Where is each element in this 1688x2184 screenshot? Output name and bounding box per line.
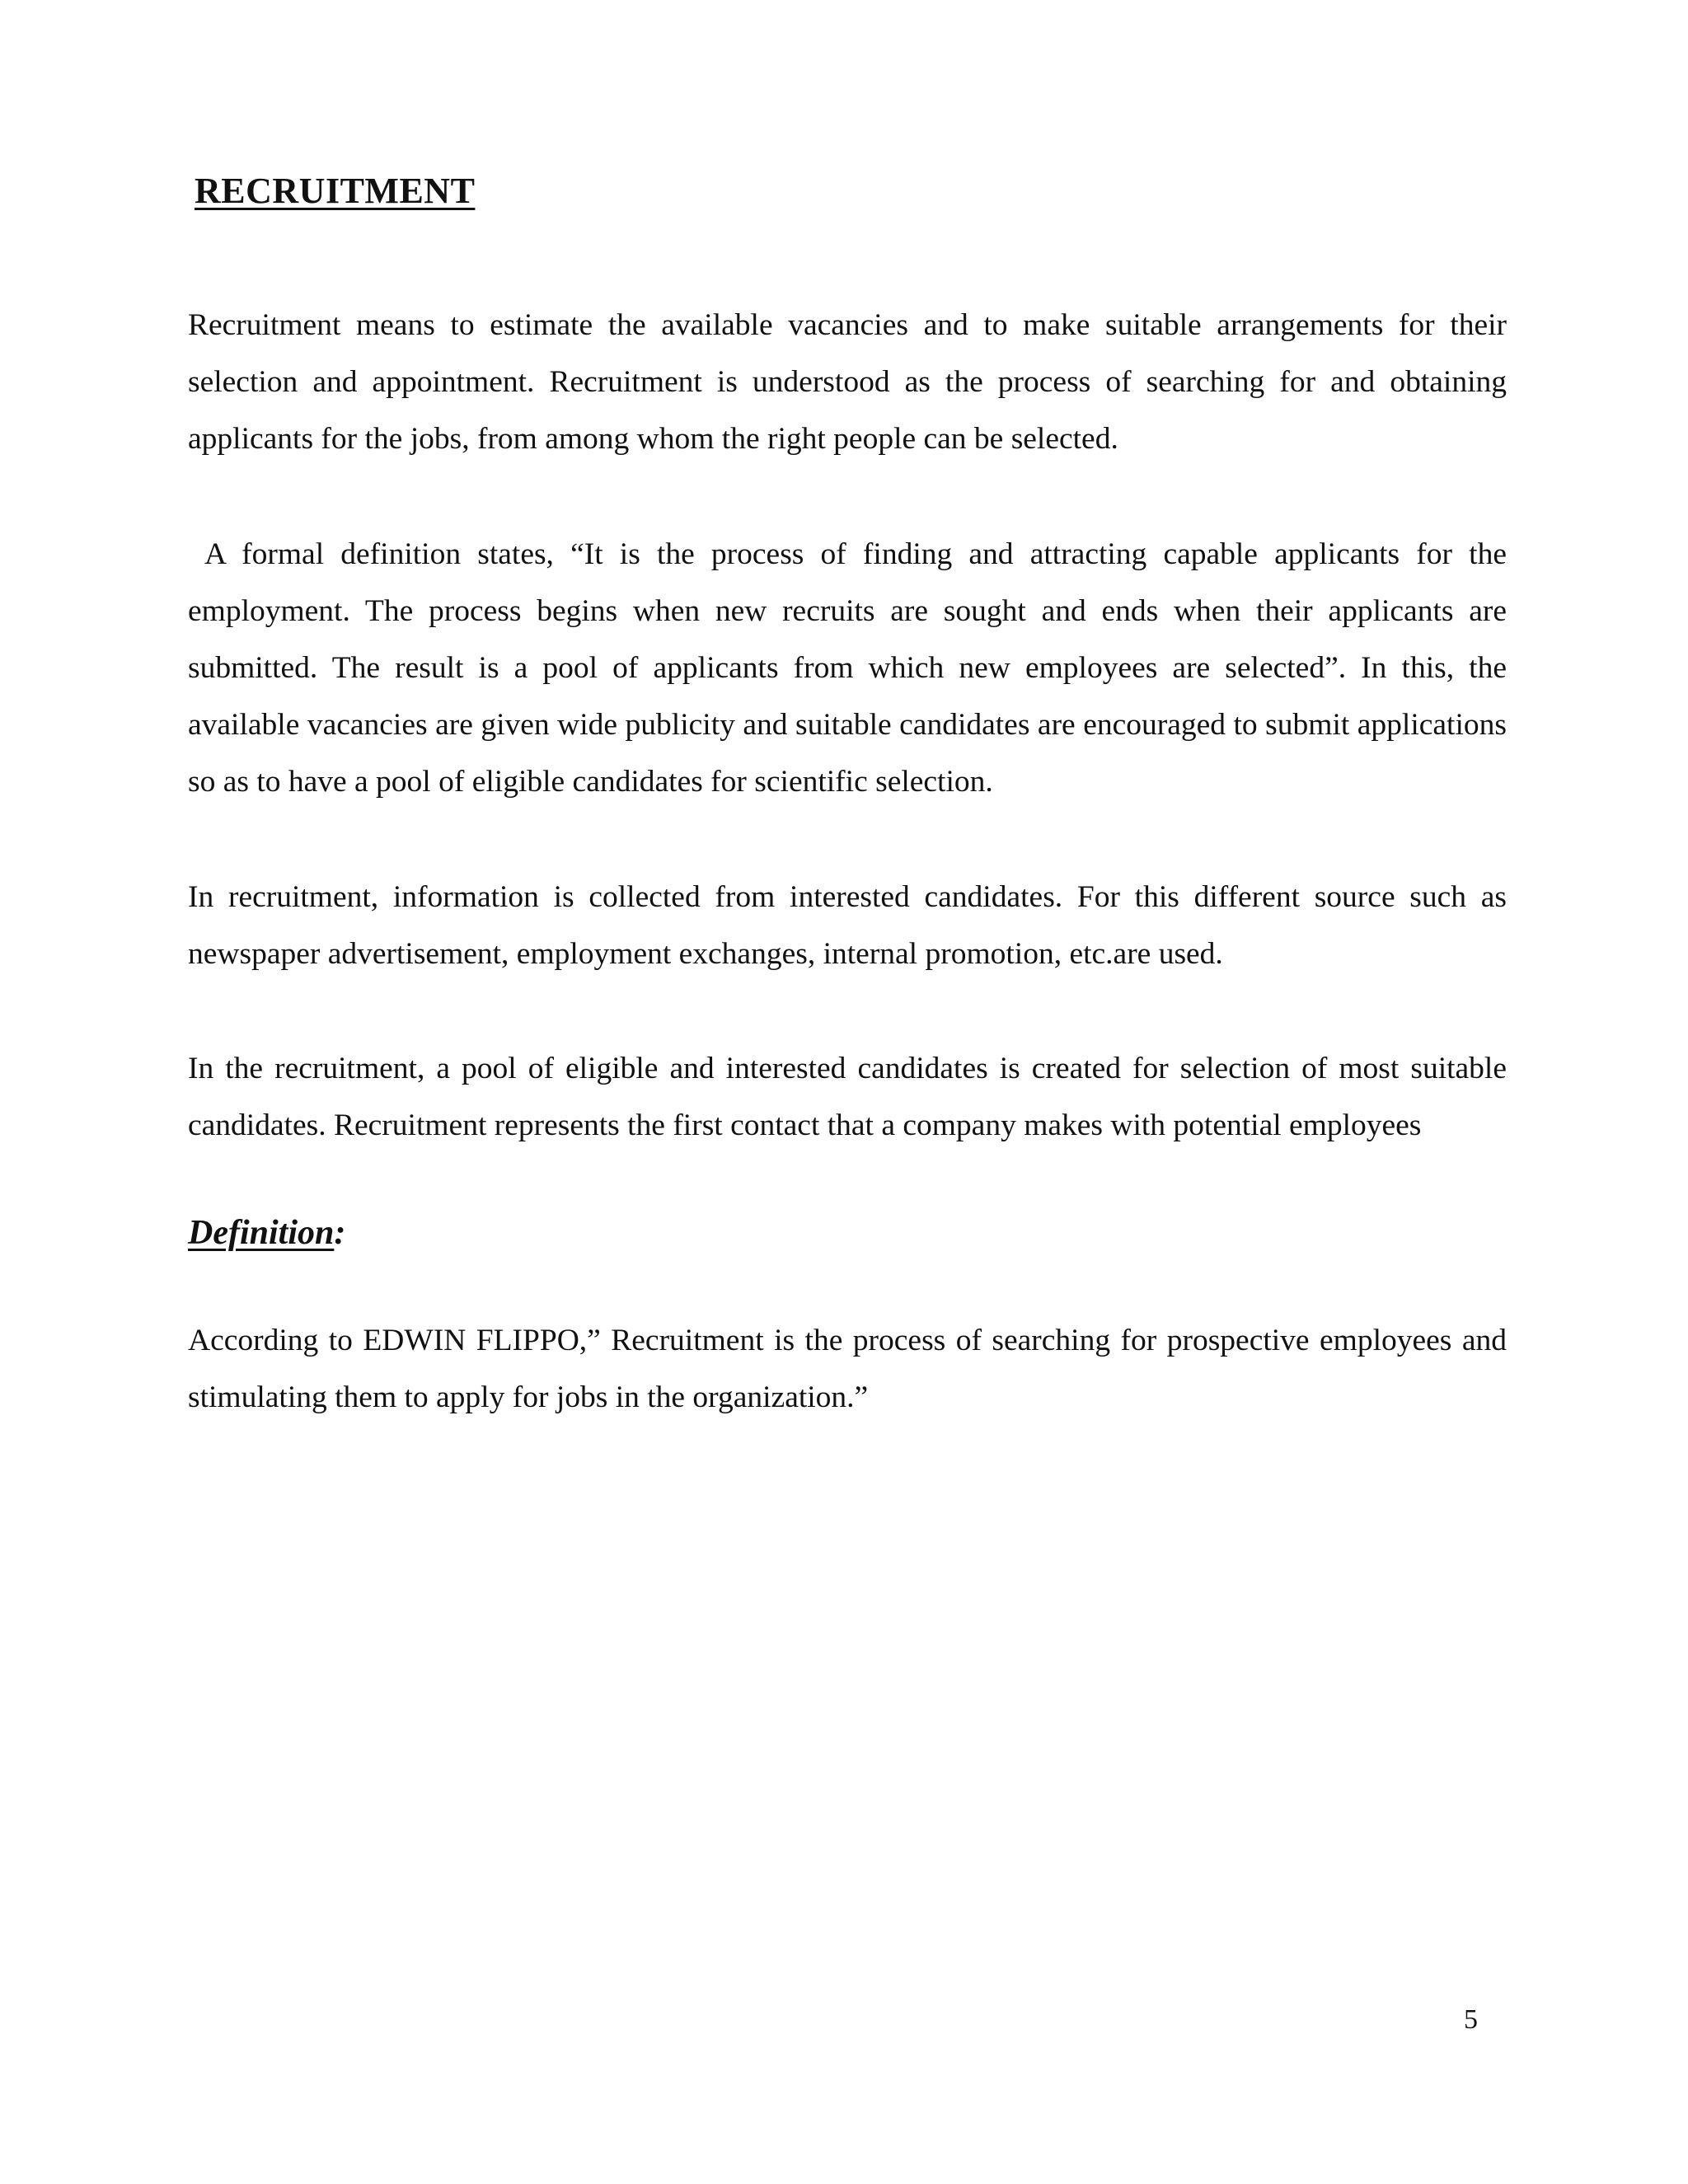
definition-heading — [188, 1213, 345, 1253]
paragraph-information-sources: In recruitment, information is collected from interested candidates. For this different source such as newspaper advertisement, employment exchanges, internal promotion, etc.are used. — [188, 880, 1507, 971]
page-number: 5 — [1464, 2004, 1478, 2035]
definition-heading-colon: : — [334, 1214, 346, 1252]
paragraph-flippo-definition: According to EDWIN FLIPPO,” Recruitment is the process of searching for prospective employees and stimulating them to apply for jobs in the organization.” — [188, 1324, 1507, 1414]
paragraph-pool-of-candidates: In the recruitment, a pool of eligible and interested candidates is created for selection of most suitable candidates. Recruitment represents the first contact that a company makes with potential employees — [188, 1052, 1507, 1142]
paragraph-intro: Recruitment means to estimate the available vacancies and to make suitable arrangements for their selection and appointment. Recruitment is understood as the process of searching for and obtaining applicants for the jobs, from among whom the right people can be selected. — [188, 308, 1507, 456]
paragraph-formal-definition: A formal definition states, “It is the process of finding and attracting capable applicants for the employment. The process begins when new recruits are sought and ends when their applicants are submitted. The result is a pool of applicants from which new employees are selected”. In this, the available vacancies are given wide publicity and suitable candidates are encouraged to submit applications so as to have a pool of eligible candidates for scientific selection. — [188, 537, 1507, 799]
page-title: RECRUITMENT — [195, 171, 476, 211]
definition-heading-word: Definition — [188, 1214, 335, 1252]
